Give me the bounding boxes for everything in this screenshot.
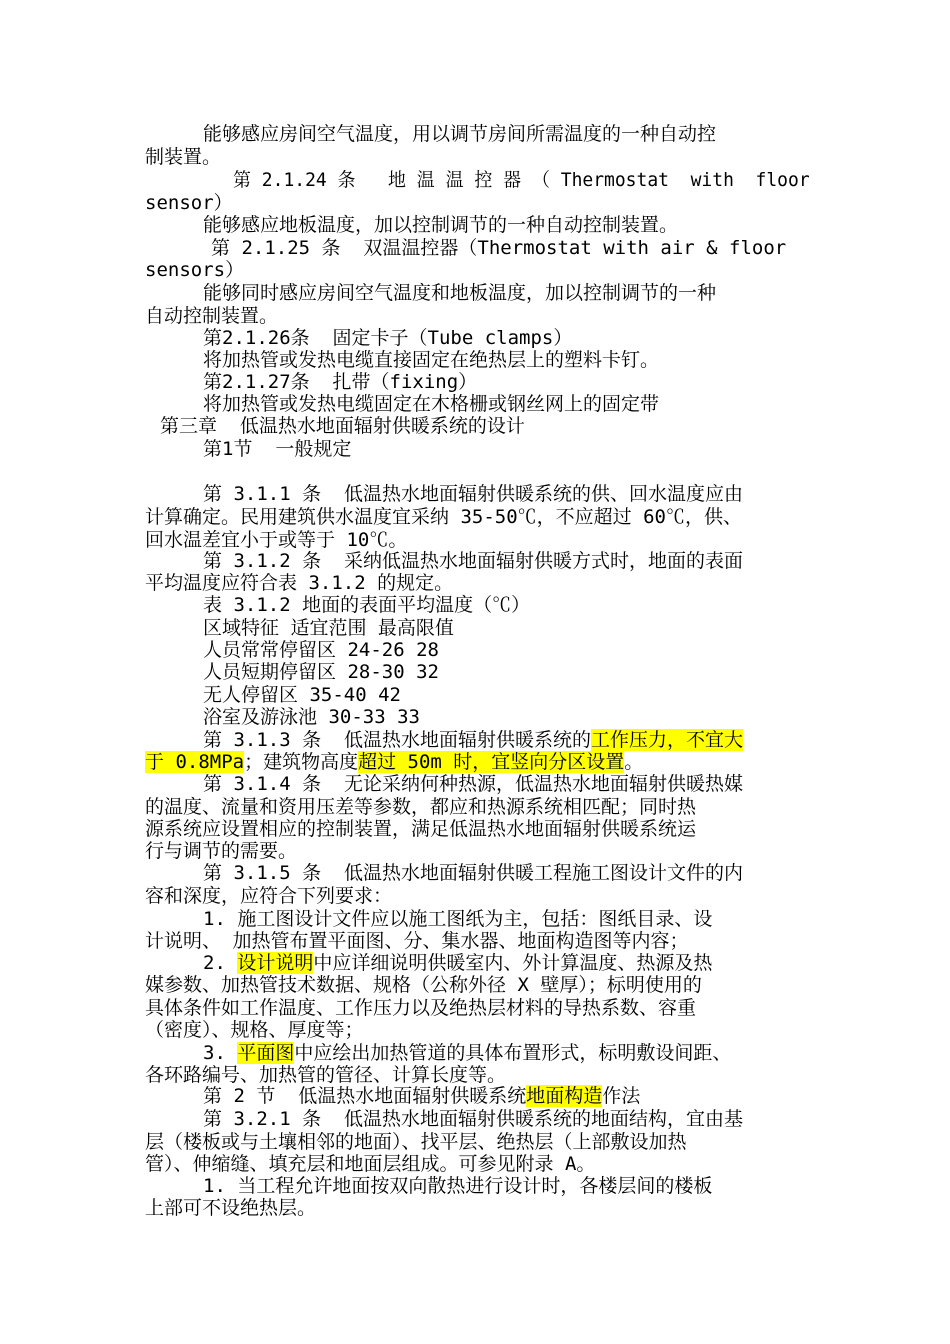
text-segment: 的温度、流量和资用压差等参数，都应和热源系统相匹配；同时热 [145, 796, 697, 818]
text-line [145, 1153, 595, 1175]
text-segment: 1. 当工程允许地面按双向散热进行设计时，各楼层间的楼板 [203, 1175, 713, 1197]
text-line [145, 506, 742, 528]
text-segment: 回水温差宜小于或等于 10℃。 [145, 529, 408, 551]
text-line [211, 237, 786, 259]
text-segment: 上部可不设绝热层。 [145, 1197, 317, 1219]
text-line [203, 483, 743, 505]
text-segment: sensor） [145, 192, 233, 214]
text-segment: 层（楼板或与土壤相邻的地面）、找平层、绝热层（上部敷设加热 [145, 1131, 687, 1153]
text-line [203, 550, 743, 572]
text-line [145, 1019, 364, 1041]
text-line [145, 1064, 506, 1086]
text-segment: 浴室及游泳池 30-33 33 [203, 706, 420, 728]
text-segment: 第1节 一般规定 [203, 438, 352, 460]
text-segment: 人员短期停留区 28-30 32 [203, 661, 439, 683]
text-segment: 中应绘出加热管道的具体布置形式，标明敷设间距、 [294, 1042, 732, 1064]
text-segment: 第2.1.26条 固定卡子（Tube clamps） [203, 327, 573, 349]
text-line [145, 751, 643, 773]
text-line [145, 146, 221, 168]
highlighted-text: 超过 50m 时，宜竖向分区设置 [358, 751, 625, 773]
text-segment: 媒参数、加热管技术数据、规格（公称外径 X 壁厚）；标明使用的 [145, 974, 702, 996]
text-line [145, 305, 278, 327]
text-line [203, 1042, 731, 1064]
text-line [145, 930, 688, 952]
text-line [145, 259, 244, 281]
text-segment: 将加热管或发热电缆直接固定在绝热层上的塑料卡钉。 [203, 349, 660, 371]
text-segment: 第 2 节 低温热水地面辐射供暖系统 [203, 1085, 527, 1107]
text-segment: 第 2.1.25 条 双温温控器（Thermostat with air & floor [211, 237, 787, 259]
text-segment: 源系统应设置相应的控制装置，满足低温热水地面辐射供暖系统运 [145, 818, 697, 840]
text-segment: ；建筑物高度 [244, 751, 359, 773]
text-segment: 将加热管或发热电缆固定在木格栅或钢丝网上的固定带 [203, 393, 660, 415]
text-segment: 第 3.1.3 条 低温热水地面辐射供暖系统的 [203, 729, 591, 751]
text-line [145, 1197, 316, 1219]
text-segment: 行与调节的需要。 [145, 840, 298, 862]
text-segment: 能够同时感应房间空气温度和地板温度，加以控制调节的一种 [203, 282, 717, 304]
section-heading [203, 1085, 640, 1107]
text-line [145, 192, 233, 214]
text-segment: 制装置。 [145, 146, 222, 168]
text-line [145, 529, 407, 551]
text-segment: 。 [624, 751, 644, 773]
text-line [233, 169, 810, 191]
highlighted-text: 工作压力，不宜大 [590, 729, 743, 751]
table-header [203, 617, 454, 639]
text-segment: 第 3.1.1 条 低温热水地面辐射供暖系统的供、回水温度应由 [203, 483, 743, 505]
text-line [203, 908, 712, 930]
section-heading [203, 438, 351, 460]
text-line [203, 327, 572, 349]
table-caption [203, 594, 530, 616]
text-segment: 区域特征 适宜范围 最高限值 [203, 617, 454, 639]
text-line [145, 818, 696, 840]
text-segment: 自动控制装置。 [145, 305, 279, 327]
text-segment: 第 3.1.5 条 低温热水地面辐射供暖工程施工图设计文件的内 [203, 862, 743, 884]
text-line [145, 885, 392, 907]
text-segment: 第 3.1.4 条 无论采纳何种热源，低温热水地面辐射供暖热媒 [203, 773, 743, 795]
text-line [203, 214, 678, 236]
text-segment: 计说明、 加热管布置平面图、分、集水器、地面构造图等内容； [145, 930, 689, 952]
highlighted-text: 地面构造 [526, 1085, 603, 1107]
table-row [203, 684, 401, 706]
text-line [203, 862, 743, 884]
text-line [145, 974, 702, 996]
text-segment: 第 2.1.24 条 地 温 温 控 器 （ Thermostat with floor [233, 169, 810, 191]
text-line [145, 997, 696, 1019]
text-segment: 能够感应地板温度，加以控制调节的一种自动控制装置。 [203, 214, 679, 236]
text-segment: 能够感应房间空气温度，用以调节房间所需温度的一种自动控 [203, 123, 717, 145]
text-line [203, 773, 743, 795]
text-line [203, 123, 716, 145]
text-segment: 平均温度应符合表 3.1.2 的规定。 [145, 572, 454, 594]
text-segment: 第2.1.27条 扎带（fixing） [203, 371, 478, 393]
text-segment: 管）、伸缩缝、填充层和地面层组成。可参见附录 A。 [145, 1153, 596, 1175]
text-segment: 表 3.1.2 地面的表面平均温度（℃） [203, 594, 531, 616]
table-row [203, 639, 439, 661]
text-line [203, 1108, 743, 1130]
text-line [203, 729, 743, 751]
text-segment: 计算确定。民用建筑供水温度宜采纳 35-50℃，不应超过 60℃，供、 [145, 506, 742, 528]
text-line [145, 572, 453, 594]
text-line [203, 349, 659, 371]
text-line [203, 371, 477, 393]
text-line [203, 952, 712, 974]
text-line [145, 1131, 687, 1153]
text-segment: sensors） [145, 259, 245, 281]
text-line [203, 393, 659, 415]
text-line [145, 796, 696, 818]
text-segment: 第 3.1.2 条 采纳低温热水地面辐射供暖方式时，地面的表面 [203, 550, 743, 572]
highlighted-text: 于 0.8MPa [145, 751, 245, 773]
text-segment: 3. [203, 1042, 238, 1064]
text-segment: 作法 [602, 1085, 641, 1107]
text-segment: 2. [203, 952, 238, 974]
text-segment: 无人停留区 35-40 42 [203, 684, 401, 706]
highlighted-text: 设计说明 [237, 952, 314, 974]
table-row [203, 661, 439, 683]
text-segment: 第三章 低温热水地面辐射供暖系统的设计 [160, 415, 525, 437]
text-segment: 各环路编号、加热管的管径、计算长度等。 [145, 1064, 507, 1086]
text-segment: 中应详细说明供暖室内、外计算温度、热源及热 [313, 952, 713, 974]
text-segment: 第 3.2.1 条 低温热水地面辐射供暖系统的地面结构，宜由基 [203, 1108, 743, 1130]
text-segment: 容和深度，应符合下列要求： [145, 885, 393, 907]
text-segment: （密度）、规格、厚度等； [145, 1019, 364, 1041]
table-row [203, 706, 420, 728]
text-line [203, 1175, 712, 1197]
section-heading [160, 415, 525, 437]
highlighted-text: 平面图 [237, 1042, 295, 1064]
text-line [203, 282, 716, 304]
text-segment: 1. 施工图设计文件应以施工图纸为主，包括：图纸目录、设 [203, 908, 713, 930]
text-segment: 人员常常停留区 24-26 28 [203, 639, 439, 661]
text-segment: 具体条件如工作温度、工作压力以及绝热层材料的导热系数、容重 [145, 997, 697, 1019]
text-line [145, 840, 297, 862]
